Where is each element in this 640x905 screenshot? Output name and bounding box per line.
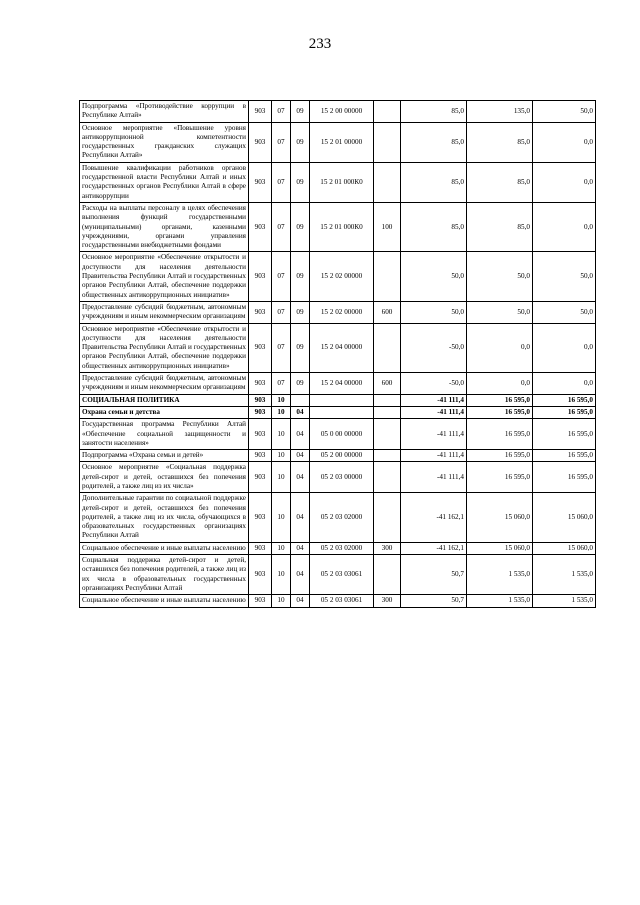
amount-year2-cell: 135,0	[467, 101, 533, 123]
amount-year2-cell: 0,0	[467, 373, 533, 395]
amount-year1-cell: 85,0	[401, 162, 467, 202]
target-article-cell: 05 2 03 02000	[310, 493, 374, 542]
ministry-code-cell: 903	[249, 595, 272, 607]
subsection-code-cell: 04	[291, 493, 310, 542]
amount-year3-cell: 50,0	[533, 301, 596, 323]
amount-year2-cell: 16 595,0	[467, 406, 533, 418]
target-article-cell: 15 2 00 00000	[310, 101, 374, 123]
row-name-cell: Основное мероприятие «Социальная поддержка детей-сирот и детей, оставшихся без попечения родителей, а также лиц из их числа»	[80, 462, 249, 493]
section-code-cell: 07	[272, 373, 291, 395]
ministry-code-cell: 903	[249, 373, 272, 395]
row-name-cell: СОЦИАЛЬНАЯ ПОЛИТИКА	[80, 394, 249, 406]
amount-year2-cell: 85,0	[467, 162, 533, 202]
row-name-cell: Подпрограмма «Охрана семьи и детей»	[80, 450, 249, 462]
table-row	[80, 373, 596, 395]
table-row	[80, 252, 596, 301]
table-body	[80, 101, 596, 608]
amount-year3-cell: 16 595,0	[533, 419, 596, 450]
amount-year2-cell: 15 060,0	[467, 493, 533, 542]
expense-type-cell	[374, 122, 401, 162]
table-row	[80, 595, 596, 607]
amount-year3-cell: 0,0	[533, 162, 596, 202]
amount-year3-cell: 16 595,0	[533, 394, 596, 406]
target-article-cell: 15 2 01 00000	[310, 122, 374, 162]
expense-type-cell	[374, 252, 401, 301]
row-name-cell: Расходы на выплаты персоналу в целях обеспечения выполнения функций государственными (муниципальными) органами, казенными учреждениями, органами управления государственными внебюджетными фондами	[80, 202, 249, 251]
target-article-cell: 05 2 03 00000	[310, 462, 374, 493]
table-row	[80, 555, 596, 595]
table-row	[80, 462, 596, 493]
amount-year3-cell: 15 060,0	[533, 493, 596, 542]
amount-year3-cell: 50,0	[533, 101, 596, 123]
row-name-cell: Предоставление субсидий бюджетным, автономным учреждениям и иным некоммерческим организациям	[80, 373, 249, 395]
amount-year2-cell: 50,0	[467, 301, 533, 323]
section-code-cell: 07	[272, 252, 291, 301]
amount-year2-cell: 16 595,0	[467, 419, 533, 450]
section-code-cell: 10	[272, 406, 291, 418]
target-article-cell: 05 2 00 00000	[310, 450, 374, 462]
expense-type-cell	[374, 406, 401, 418]
expense-type-cell	[374, 101, 401, 123]
target-article-cell: 15 2 04 00000	[310, 373, 374, 395]
amount-year1-cell: -41 111,4	[401, 419, 467, 450]
amount-year2-cell: 16 595,0	[467, 450, 533, 462]
ministry-code-cell: 903	[249, 462, 272, 493]
ministry-code-cell: 903	[249, 419, 272, 450]
amount-year3-cell: 1 535,0	[533, 595, 596, 607]
subsection-code-cell: 04	[291, 406, 310, 418]
target-article-cell: 05 2 03 03061	[310, 595, 374, 607]
row-name-cell: Предоставление субсидий бюджетным, автономным учреждениям и иным некоммерческим организациям	[80, 301, 249, 323]
ministry-code-cell: 903	[249, 252, 272, 301]
amount-year1-cell: 85,0	[401, 122, 467, 162]
ministry-code-cell: 903	[249, 555, 272, 595]
target-article-cell: 15 2 01 000К0	[310, 162, 374, 202]
subsection-code-cell: 09	[291, 202, 310, 251]
subsection-code-cell: 04	[291, 450, 310, 462]
amount-year1-cell: 50,0	[401, 252, 467, 301]
expense-type-cell: 100	[374, 202, 401, 251]
expense-type-cell	[374, 323, 401, 372]
table-row	[80, 394, 596, 406]
table-row	[80, 301, 596, 323]
table-row	[80, 493, 596, 542]
amount-year1-cell: -41 111,4	[401, 394, 467, 406]
amount-year1-cell: -50,0	[401, 373, 467, 395]
subsection-code-cell: 04	[291, 595, 310, 607]
target-article-cell: 15 2 04 00000	[310, 323, 374, 372]
section-code-cell: 07	[272, 323, 291, 372]
row-name-cell: Социальное обеспечение и иные выплаты населению	[80, 595, 249, 607]
section-code-cell: 10	[272, 493, 291, 542]
expense-type-cell	[374, 462, 401, 493]
ministry-code-cell: 903	[249, 450, 272, 462]
amount-year1-cell: -41 111,4	[401, 406, 467, 418]
row-name-cell: Основное мероприятие «Обеспечение открытости и доступности для населения деятельности Правительства Республики Алтай и государственных органов Республики Алтай, обеспечение поддержки общественных антикоррупционных инициатив»	[80, 252, 249, 301]
row-name-cell: Охрана семьи и детства	[80, 406, 249, 418]
amount-year2-cell: 1 535,0	[467, 555, 533, 595]
subsection-code-cell: 04	[291, 462, 310, 493]
row-name-cell: Социальное обеспечение и иные выплаты населению	[80, 542, 249, 554]
amount-year1-cell: -41 111,4	[401, 462, 467, 493]
amount-year3-cell: 0,0	[533, 122, 596, 162]
expense-type-cell	[374, 493, 401, 542]
expense-type-cell	[374, 394, 401, 406]
subsection-code-cell: 09	[291, 252, 310, 301]
target-article-cell: 05 2 03 03061	[310, 555, 374, 595]
amount-year2-cell: 0,0	[467, 323, 533, 372]
table-row	[80, 323, 596, 372]
expense-type-cell: 600	[374, 373, 401, 395]
ministry-code-cell: 903	[249, 493, 272, 542]
amount-year2-cell: 85,0	[467, 202, 533, 251]
ministry-code-cell: 903	[249, 122, 272, 162]
budget-table	[79, 100, 596, 608]
subsection-code-cell: 04	[291, 555, 310, 595]
table-row	[80, 406, 596, 418]
subsection-code-cell	[291, 394, 310, 406]
table-row	[80, 101, 596, 123]
target-article-cell: 15 2 02 00000	[310, 252, 374, 301]
amount-year2-cell: 15 060,0	[467, 542, 533, 554]
amount-year1-cell: 85,0	[401, 202, 467, 251]
subsection-code-cell: 09	[291, 101, 310, 123]
row-name-cell: Основное мероприятие «Повышение уровня антикоррупционной компетентности государственных гражданских служащих Республики Алтай»	[80, 122, 249, 162]
row-name-cell: Подпрограмма «Противодействие коррупции в Республике Алтай»	[80, 101, 249, 123]
amount-year3-cell: 1 535,0	[533, 555, 596, 595]
ministry-code-cell: 903	[249, 301, 272, 323]
table-row	[80, 450, 596, 462]
ministry-code-cell: 903	[249, 101, 272, 123]
amount-year3-cell: 16 595,0	[533, 406, 596, 418]
amount-year3-cell: 15 060,0	[533, 542, 596, 554]
section-code-cell: 10	[272, 419, 291, 450]
row-name-cell: Государственная программа Республики Алтай «Обеспечение социальной защищенности и занятости населения»	[80, 419, 249, 450]
amount-year2-cell: 1 535,0	[467, 595, 533, 607]
target-article-cell: 05 2 03 02000	[310, 542, 374, 554]
amount-year2-cell: 50,0	[467, 252, 533, 301]
expense-type-cell	[374, 450, 401, 462]
subsection-code-cell: 04	[291, 419, 310, 450]
target-article-cell	[310, 406, 374, 418]
amount-year1-cell: -41 162,1	[401, 542, 467, 554]
row-name-cell: Социальная поддержка детей-сирот и детей, оставшихся без попечения родителей, а также лиц из их числа в образовательных государственных организациях Республики Алтай	[80, 555, 249, 595]
section-code-cell: 10	[272, 462, 291, 493]
target-article-cell: 15 2 01 000К0	[310, 202, 374, 251]
page-number: 233	[308, 36, 332, 52]
amount-year2-cell: 85,0	[467, 122, 533, 162]
subsection-code-cell: 09	[291, 122, 310, 162]
amount-year3-cell: 50,0	[533, 252, 596, 301]
amount-year1-cell: 50,7	[401, 595, 467, 607]
subsection-code-cell: 09	[291, 373, 310, 395]
expense-type-cell: 300	[374, 595, 401, 607]
ministry-code-cell: 903	[249, 406, 272, 418]
section-code-cell: 10	[272, 542, 291, 554]
amount-year1-cell: -50,0	[401, 323, 467, 372]
amount-year3-cell: 0,0	[533, 323, 596, 372]
section-code-cell: 07	[272, 301, 291, 323]
ministry-code-cell: 903	[249, 542, 272, 554]
subsection-code-cell: 09	[291, 323, 310, 372]
amount-year2-cell: 16 595,0	[467, 394, 533, 406]
section-code-cell: 10	[272, 555, 291, 595]
table-row	[80, 542, 596, 554]
subsection-code-cell: 09	[291, 162, 310, 202]
amount-year3-cell: 0,0	[533, 202, 596, 251]
expense-type-cell: 300	[374, 542, 401, 554]
amount-year1-cell: 50,7	[401, 555, 467, 595]
expense-type-cell	[374, 419, 401, 450]
amount-year1-cell: 50,0	[401, 301, 467, 323]
ministry-code-cell: 903	[249, 394, 272, 406]
subsection-code-cell: 09	[291, 301, 310, 323]
row-name-cell: Повышение квалификации работников органов государственной власти Республики Алтай и иных государственных органов Республики Алтай в сфере антикоррупции	[80, 162, 249, 202]
subsection-code-cell: 04	[291, 542, 310, 554]
amount-year1-cell: 85,0	[401, 101, 467, 123]
row-name-cell: Основное мероприятие «Обеспечение открытости и доступности для населения деятельности Правительства Республики Алтай и государственных органов Республики Алтай, обеспечение поддержки общественных антикоррупционных инициатив»	[80, 323, 249, 372]
table-row	[80, 202, 596, 251]
amount-year1-cell: -41 111,4	[401, 450, 467, 462]
section-code-cell: 07	[272, 122, 291, 162]
amount-year3-cell: 16 595,0	[533, 450, 596, 462]
amount-year1-cell: -41 162,1	[401, 493, 467, 542]
expense-type-cell	[374, 162, 401, 202]
ministry-code-cell: 903	[249, 162, 272, 202]
section-code-cell: 10	[272, 450, 291, 462]
section-code-cell: 10	[272, 394, 291, 406]
section-code-cell: 07	[272, 162, 291, 202]
table-row	[80, 419, 596, 450]
target-article-cell: 05 0 00 00000	[310, 419, 374, 450]
ministry-code-cell: 903	[249, 202, 272, 251]
amount-year2-cell: 16 595,0	[467, 462, 533, 493]
expense-type-cell: 600	[374, 301, 401, 323]
amount-year3-cell: 0,0	[533, 373, 596, 395]
table-row	[80, 162, 596, 202]
target-article-cell: 15 2 02 00000	[310, 301, 374, 323]
section-code-cell: 07	[272, 202, 291, 251]
section-code-cell: 10	[272, 595, 291, 607]
section-code-cell: 07	[272, 101, 291, 123]
amount-year3-cell: 16 595,0	[533, 462, 596, 493]
ministry-code-cell: 903	[249, 323, 272, 372]
expense-type-cell	[374, 555, 401, 595]
table-row	[80, 122, 596, 162]
row-name-cell: Дополнительные гарантии по социальной поддержке детей-сирот и детей, оставшихся без попечения родителей, а также лиц из их числа, обучающихся в образовательных государственных организациях Республики Алтай	[80, 493, 249, 542]
target-article-cell	[310, 394, 374, 406]
